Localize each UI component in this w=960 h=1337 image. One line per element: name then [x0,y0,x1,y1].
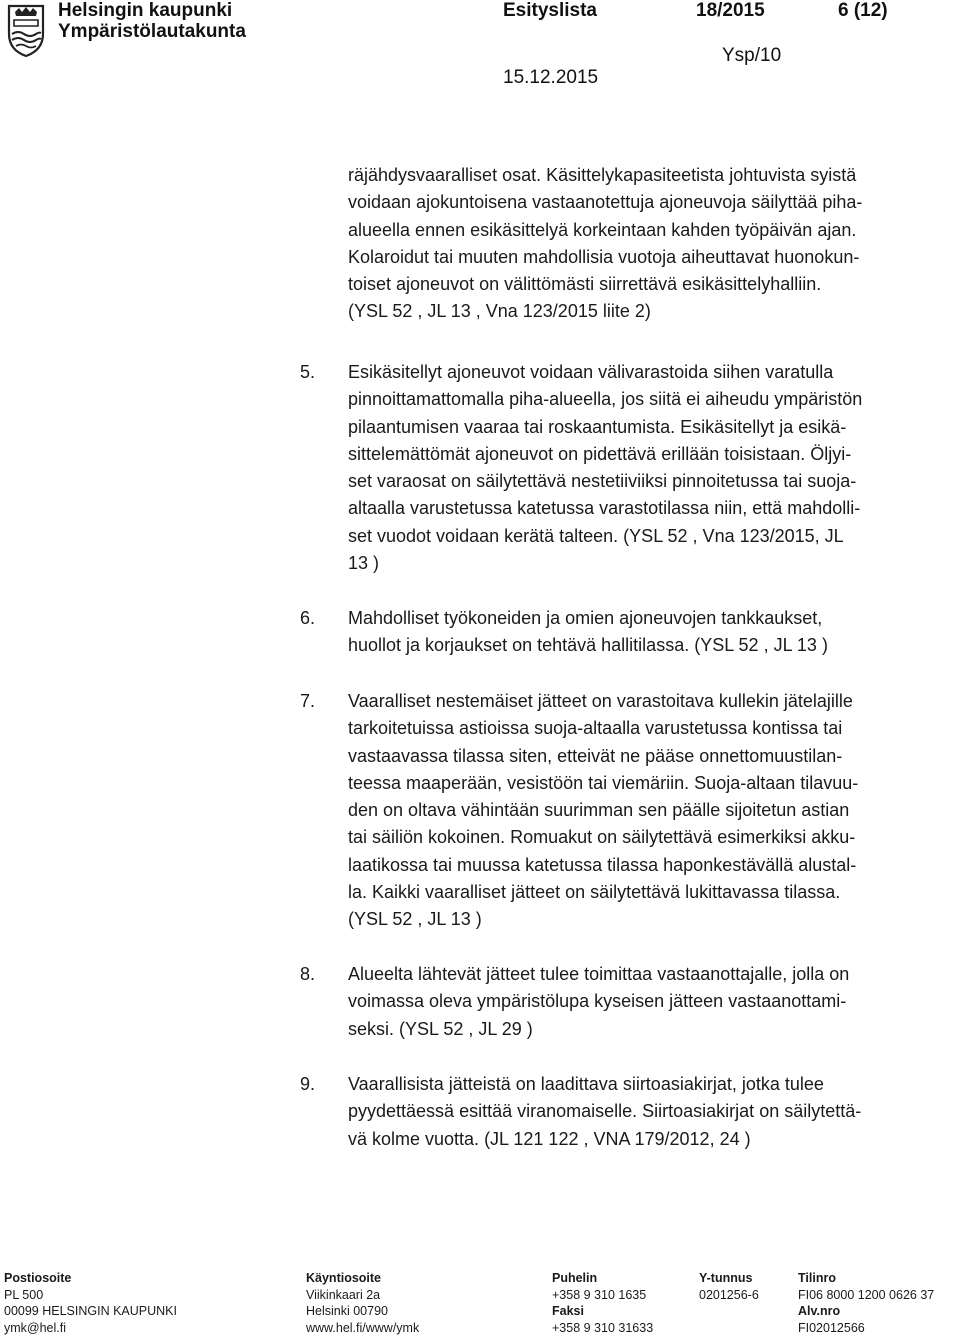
footer-value: Viikinkaari 2a [306,1287,381,1302]
list-item-paragraph [348,961,948,1043]
department-name: Ympäristölautakunta [58,21,246,42]
item-number: 5. [300,362,316,382]
text-line: la. Kaikki vaaralliset jätteet on säilytettävä lukittavassa tilassa. [348,882,841,903]
text-line: set varaosat on säilytettävä nestetiiviiksi pinnoitetussa tai suoja- [348,471,857,492]
footer-website-link[interactable]: www.hel.fi/www/ymk [306,1320,420,1335]
footer-value: PL 500 [4,1287,44,1302]
footer-value: Helsinki 00790 [306,1304,388,1318]
text-line: 13 ) [348,553,380,574]
text-line: alueella ennen esikäsittelyä korkeintaan kahden työpäivän ajan. [348,219,857,240]
text-line: pinnoittamattomalla piha-alueella, jos siitä ei aiheudu ympäristön [348,389,863,410]
helsinki-crest-logo [6,4,46,58]
footer-heading: Tilinro [798,1271,836,1285]
list-item-paragraph [348,1071,948,1153]
organization-name: Helsingin kaupunki [58,0,233,21]
text-line: Kolaroidut tai muuten mahdollisia vuotoja aiheuttavat huonokun- [348,246,860,267]
item-number: 8. [300,964,316,984]
text-line: Esikäsitellyt ajoneuvot voidaan välivarastoida siihen varatulla [348,362,834,382]
footer-heading: Postiosoite [4,1271,72,1285]
item-number: 9. [300,1074,316,1094]
footer-visiting-address [306,1270,419,1336]
intro-paragraph [348,162,948,326]
footer-bank-account [798,1270,934,1336]
text-line: Vaarallisista jätteistä on laadittava siirtoasiakirjat, jotka tulee [348,1074,824,1094]
text-line: (YSL 52 , JL 13 , Vna 123/2015 liite 2) [348,301,651,322]
text-line: vä kolme vuotta. (JL 121 122 , VNA 179/2012, 24 ) [348,1128,751,1149]
footer-heading: Faksi [552,1304,584,1318]
text-line: toiset ajoneuvot on välittömästi siirrettävä esikäsittelyhalliin. [348,274,822,295]
document-type: Esityslista [503,0,597,21]
footer-phone [552,1270,653,1336]
text-line: Mahdolliset työkoneiden ja omien ajoneuvojen tankkaukset, [348,608,823,628]
footer-value: +358 9 310 1635 [552,1287,647,1302]
text-line: Vaaralliset nestemäiset jätteet on varastoitava kullekin jätelajille [348,691,853,711]
text-line: tai säiliön kokoinen. Romuakut on säilytettävä esimerkiksi akku- [348,827,856,848]
text-line: sittelemättömät ajoneuvot on pidettävä erillään toisistaan. Öljyi- [348,443,852,464]
footer-heading: Y-tunnus [699,1271,753,1285]
footer-heading: Käyntiosoite [306,1271,382,1285]
text-line: seksi. (YSL 52 , JL 29 ) [348,1018,533,1039]
footer-email-link[interactable]: ymk@hel.fi [4,1320,67,1335]
text-line: den on oltava vähintään suurimman sen päälle sijoitetun astian [348,800,850,821]
footer-value: 00099 HELSINGIN KAUPUNKI [4,1304,177,1318]
meeting-date: 15.12.2015 [503,67,599,88]
text-line: altaalla varustetussa katetussa varastotilassa niin, että mahdolli- [348,498,861,519]
footer-value: FI02012566 [798,1320,865,1335]
text-line: voimassa oleva ympäristölupa kyseisen jätteen vastaanottami- [348,991,847,1012]
list-item-paragraph [348,688,948,934]
text-line: vastaavassa tilassa siten, etteivät ne pääse onnettomuustilan- [348,745,843,766]
text-line: voidaan ajokuntoisena vastaanotettuja ajoneuvoja säilyttää piha- [348,192,863,213]
footer-business-id [699,1270,759,1303]
page-number: 6 (12) [838,0,888,21]
footer-value: 0201256-6 [699,1287,759,1302]
footer-heading: Puhelin [552,1271,598,1285]
footer-value: +358 9 310 31633 [552,1320,654,1335]
text-line: laatikossa tai muussa katetussa tilassa haponkestävällä alustal- [348,854,857,875]
text-line: pilaantumisen vaaraa tai roskaantumista. Esikäsitellyt ja esikä- [348,416,847,437]
document-number: 18/2015 [696,0,765,21]
text-line: (YSL 52 , JL 13 ) [348,909,482,930]
text-line: set vuodot voidaan kerätä talteen. (YSL 52 , Vna 123/2015, JL [348,525,844,546]
text-line: räjähdysvaaralliset osat. Käsittelykapasiteetista johtuvista syistä [348,165,857,185]
list-item-paragraph [348,359,948,577]
item-number: 6. [300,608,316,628]
agenda-item-code: Ysp/10 [722,45,782,66]
text-line: Alueelta lähtevät jätteet tulee toimittaa vastaanottajalle, jolla on [348,964,850,984]
footer-postal-address [4,1270,177,1336]
footer-value: FI06 8000 1200 0626 37 [798,1287,935,1302]
footer-heading: Alv.nro [798,1304,841,1318]
text-line: huollot ja korjaukset on tehtävä hallitilassa. (YSL 52 , JL 13 ) [348,635,828,656]
text-line: teessa maaperään, vesistöön tai viemäriin. Suoja-altaan tilavuu- [348,772,859,793]
text-line: pyydettäessä esittää viranomaiselle. Siirtoasiakirjat on säilytettä- [348,1101,862,1122]
text-line: tarkoitetuissa astioissa suoja-altaalla varustetussa kontissa tai [348,718,843,739]
list-item-paragraph [348,605,948,660]
item-number: 7. [300,691,316,711]
